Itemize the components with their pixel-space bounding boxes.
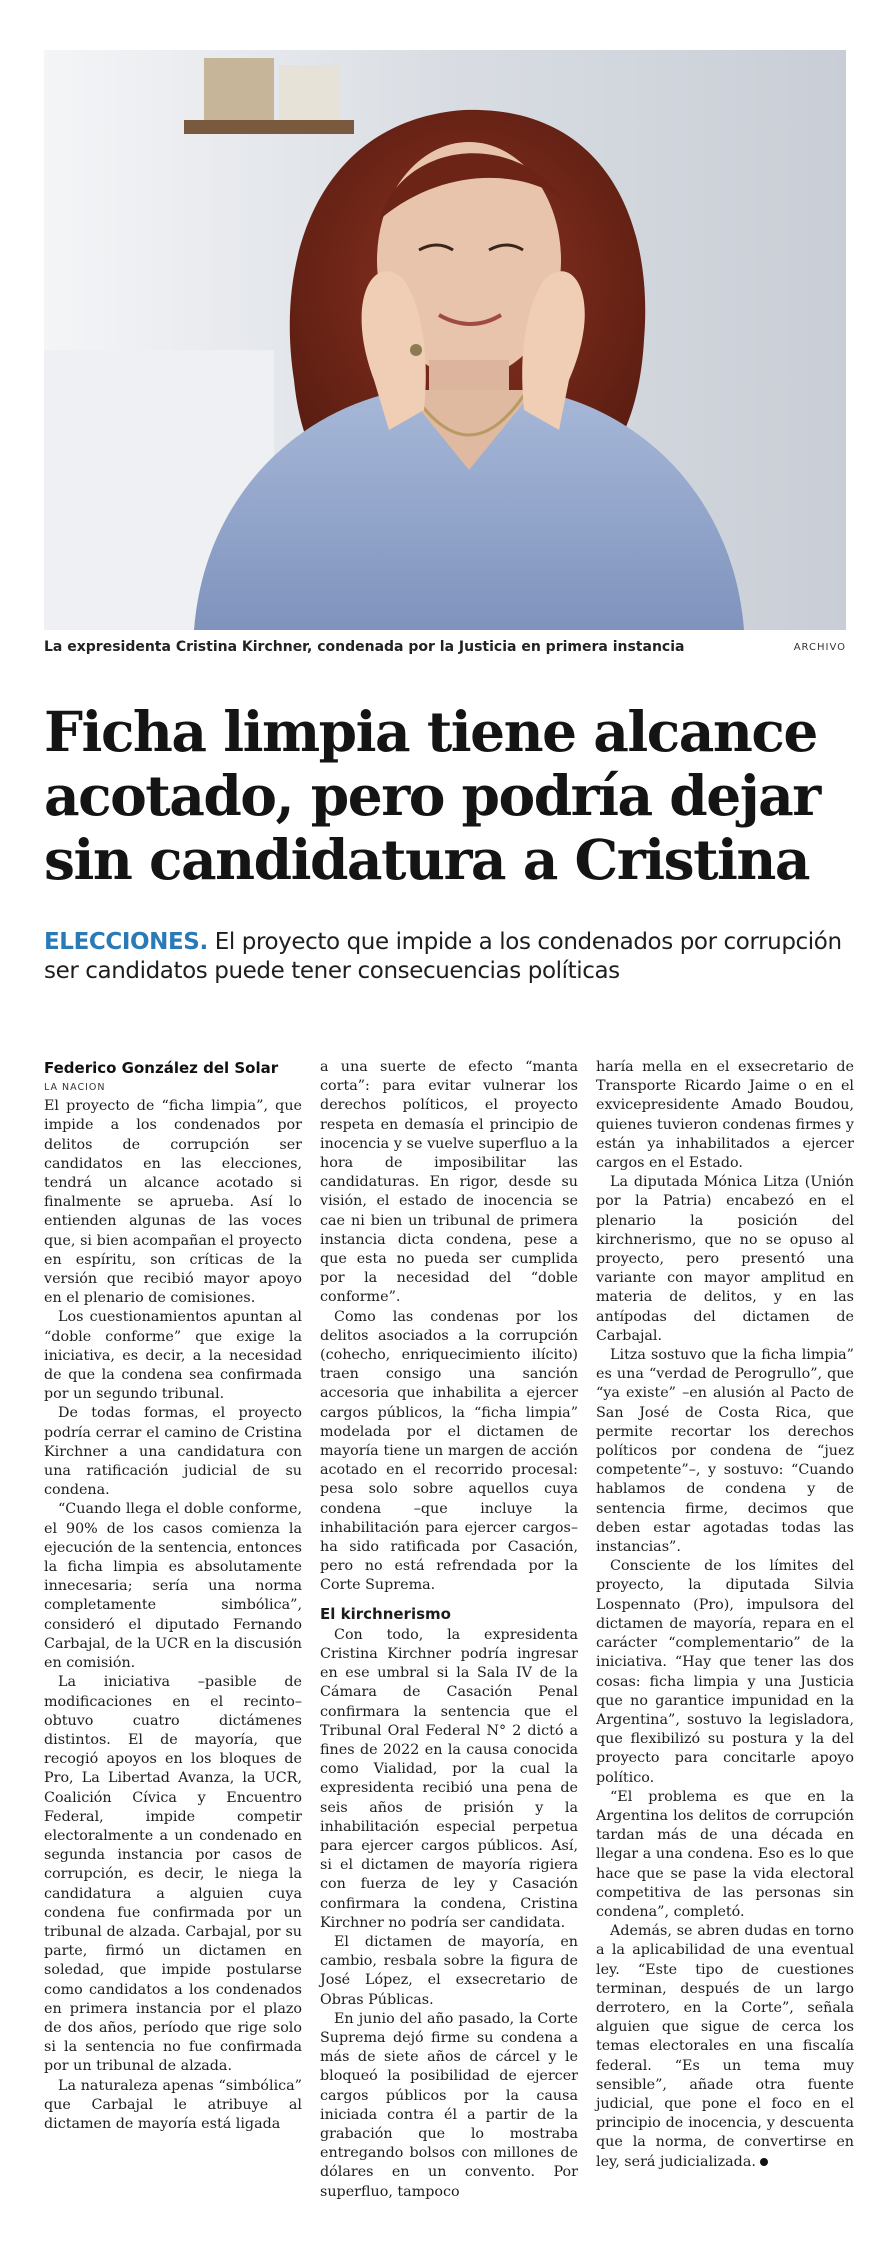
- photo-caption: La expresidenta Cristina Kirchner, condenada por la Justicia en primera instancia: [44, 639, 685, 655]
- paragraph: En junio del año pasado, la Corte Suprema dejó firme su condena a más de siete años de cárcel y le bloqueó la posibilidad de ejercer cargos públicos por la causa iniciada contra él a partir de la grabación que lo mostraba entregando bolsos con millones de dólares en un convento. Por superfluo, tampoco: [320, 2010, 578, 2200]
- paragraph: a una suerte de efecto “manta corta”: para evitar vulnerar los derechos políticos, el proyecto respeta en demasía el principio de inocencia y se vuelve superfluo a la hora de imposibilitar las candidaturas. En rigor, desde su visión, el estado de inocencia se cae ni bien un tribunal de primera instancia dicta condena, pese a que esta no pueda ser cumplida por la necesidad del “doble conforme”.: [320, 1059, 578, 1306]
- end-of-article-icon: [760, 2158, 768, 2166]
- subhead: El kirchnerismo: [320, 1604, 451, 1623]
- paragraph: Con todo, la expresidenta Cristina Kirchner podría ingresar en ese umbral si la Sala IV de la Cámara de Casación Penal confirmara la sentencia que el Tribunal Oral Federal N° 2 dictó a fines de 2022 en la causa conocida como Vialidad, por la cual la expresidenta recibió una pena de seis años de prisión y la inhabilitación especial perpetua para ejercer cargos públicos. Así, si el dictamen de mayoría rigiera con fuerza de ley y Casación confirmara la condena, Cristina Kirchner no podría ser candidata.: [320, 1626, 578, 1931]
- photo-illustration: [44, 50, 846, 630]
- article-column-3: [596, 1058, 854, 2172]
- article-column-2: [320, 1058, 578, 2202]
- deck-text: El proyecto que impide a los condenados por corrupción ser candidatos puede tener consecuencias políticas: [44, 929, 842, 984]
- paragraph: Litza sostuvo que la ficha limpia” es una “verdad de Perogrullo”, que “ya existe” –en alusión al Pacto de San José de Costa Rica, que permite recortar los derechos políticos por condena de “juez competente”–, y sostuvo: “Cuando hablamos de condena y de sentencia firme, decimos que deben estar agotadas todas las instancias”.: [596, 1347, 854, 1556]
- paragraph: El proyecto de “ficha limpia”, que impide a los condenados por delitos de corrupción ser candidatos en las elecciones, tendrá un alcance acotado si finalmente se aprueba. Así lo entienden algunas de las voces que, si bien acompañan el proyecto en espíritu, son críticas de la versión que recibió mayor apoyo en el plenario de comisiones.: [44, 1098, 302, 1307]
- deck: [44, 928, 864, 986]
- paragraph: La iniciativa –pasible de modificaciones en el recinto– obtuvo cuatro dictámenes distintos. El de mayoría, que recogió apoyos en los bloques de Pro, La Libertad Avanza, la UCR, Coalición Cívica y Encuentro Federal, impide competir electoralmente a un condenado en segunda instancia por casos de corrupción, es decir, le niega la candidatura a alguien cuya condena fue confirmada por un tribunal de alzada. Carbajal, por su parte, firmó un dictamen en soledad, que impide postularse como candidatos a los condenados en primera instancia por el plazo de dos años, período que rige solo si la sentencia no fue confirmada por un tribunal de alzada.: [44, 1674, 302, 2075]
- paragraph: “Cuando llega el doble conforme, el 90% de los casos comienza la ejecución de la sentencia, entonces la ficha limpia es absolutamente innecesaria; sería una norma completamente simbólica”, consideró el diputado Fernando Carbajal, de la UCR en la discusión en comisión.: [44, 1501, 302, 1672]
- paragraph: haría mella en el exsecretario de Transporte Ricardo Jaime o en el exvicepresidente Amado Boudou, quienes tuvieron condenas firmes y están ya inhabilitados a ejercer cargos en el Estado.: [596, 1059, 854, 1172]
- paragraph: Consciente de los límites del proyecto, la diputada Silvia Lospennato (Pro), impulsora del dictamen de mayoría, repara en el carácter “complementario” de la iniciativa. “Hay que tener las dos cosas: ficha limpia y una Justicia que no garantice impunidad en la Argentina”, sostuvo la legisladora, que flexibilizó su postura y la del proyecto para concitarle apoyo político.: [596, 1558, 854, 1786]
- paragraph: El dictamen de mayoría, en cambio, resbala sobre la figura de José López, el exsecretario de Obras Públicas.: [320, 1933, 578, 2008]
- article-photo: [44, 50, 846, 630]
- paragraph: Como las condenas por los delitos asociados a la corrupción (cohecho, enriquecimiento ilícito) traen consigo una sanción accesoria que inhabilita a ejercer cargos públicos, la “ficha limpia” modelada por el dictamen de mayoría tiene un margen de acción acotado en el recorrido procesal: pesa solo sobre aquellos cuya condena –que incluye la inhabilitación para ejercer cargos– ha sido ratificada por Casación, pero no está refrendada por la Corte Suprema.: [320, 1308, 578, 1594]
- paragraph: La naturaleza apenas “simbólica” que Carbajal le atribuye al dictamen de mayoría está ligada: [44, 2077, 302, 2132]
- paragraph: La diputada Mónica Litza (Unión por la Patria) encabezó en el plenario la posición del kirchnerismo, que no se opuso al proyecto, pero presentó una variante con mayor amplitud en materia de delitos, y en las antípodas del dictamen de Carbajal.: [596, 1174, 854, 1344]
- byline-author: Federico González del Solar: [44, 1059, 279, 1077]
- paragraph: Los cuestionamientos apuntan al “doble conforme” que exige la iniciativa, es decir, a la necesidad de que la condena sea confirmada por un segundo tribunal.: [44, 1309, 302, 1403]
- article-column-1: [44, 1058, 302, 2134]
- paragraph-text: Además, se abren dudas en torno a la aplicabilidad de una eventual ley. “Este tipo de cuestiones terminan, después de un largo derrotero, en la Corte”, señala alguien que sigue de cerca los temas electorales en una fiscalía federal. “Es un tema muy sensible”, añade otra fuente judicial, que pone el foco en el principio de inocencia, y descuenta que la norma, de convertirse en ley, será judicializada.: [596, 1923, 854, 2170]
- photo-caption-row: [44, 636, 846, 658]
- paragraph: [596, 1922, 854, 2172]
- paragraph: De todas formas, el proyecto podría cerrar el camino de Cristina Kirchner a una candidatura con una ratificación judicial de su condena.: [44, 1405, 302, 1499]
- deck-kicker: ELECCIONES.: [44, 929, 208, 955]
- paragraph: “El problema es que en la Argentina los delitos de corrupción tardan más de una década en llegar a una condena. Eso es lo que hace que se pase la vida electoral competitiva de las personas sin condena”, completó.: [596, 1788, 854, 1920]
- headline: Ficha limpia tiene alcance acotado, pero podría dejar sin candidatura a Cristina: [44, 699, 820, 892]
- photo-credit: ARCHIVO: [793, 641, 846, 653]
- byline-outlet: LA NACION: [44, 1082, 106, 1093]
